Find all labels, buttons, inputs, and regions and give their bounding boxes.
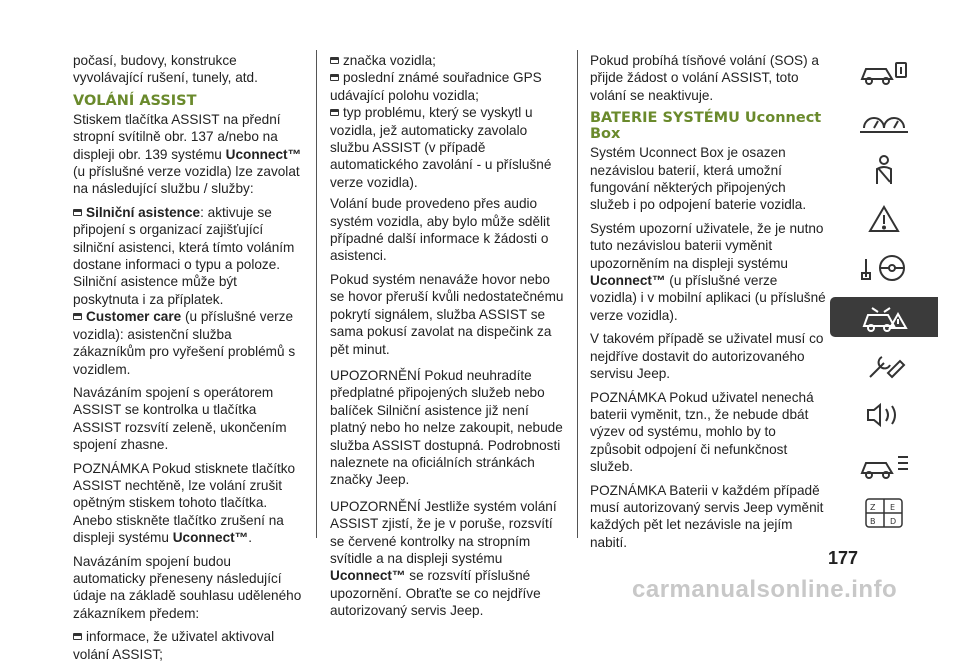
paragraph: Volání bude provedeno přes audio systém vozidla, aby bylo může sdělit případné další informace k žádosti o asistenci.: [330, 196, 550, 264]
paragraph: Stiskem tlačítka ASSIST na přední stropní svítilně obr. 137 a/nebo na displeji obr. 139 systému Uconnect™ (u příslušné verze vozidla) lze zavolat na následující službu / služby:: [73, 111, 302, 197]
dashboard-gauge-icon[interactable]: [830, 101, 938, 141]
car-info-icon[interactable]: [830, 52, 938, 92]
bullet-item: Silniční asistence: aktivuje se připojení s organizací zajišťující silniční asistenci, která tímto voláním dostane informaci o typu a poloze. Silniční asistence může být poskytnuta i za příplatek. Customer care (u příslušné verze vozidla): asistenční služba zákazníkům pro vyřešení problémů s vozidlem.: [73, 204, 296, 377]
svg-text:D: D: [890, 517, 897, 526]
bullet-icon: [73, 633, 82, 640]
warning-triangle-icon[interactable]: [830, 199, 938, 239]
paragraph: Navázáním spojení budou automaticky přeneseny následující údaje na základě souhlasu uděleného zákazníkem předem:: [73, 553, 302, 621]
warning-paragraph: UPOZORNĚNÍ Pokud neuhradíte předplatné připojených služeb nebo balíček Silniční asistence již není platný nebo ho nelze zakoupit, nebude služba ASSIST dostupná. Podrobnosti naleznete na oficiálních stránkách značky Jeep.: [330, 367, 563, 488]
steering-wheel-icon[interactable]: [830, 248, 938, 288]
paragraph: Pokud systém nenaváže hovor nebo se hovor přeruší kvůli nedostatečnému pokrytí signálem, služba ASSIST se sama pokusí zavolat na dispečink za pět minut.: [330, 271, 564, 357]
column-divider: [316, 50, 317, 538]
technical-data-icon[interactable]: [830, 444, 938, 484]
bullet-icon: [73, 209, 82, 216]
bullet-item: informace, že uživatel aktivoval volání ASSIST;: [73, 629, 275, 662]
bullet-icon: [330, 74, 339, 81]
warning-paragraph: UPOZORNĚNÍ Jestliže systém volání ASSIST zjistí, že je v poruše, rozsvítí se červené kontrolky na stropním svítidle a na displeji systému Uconnect™ se rozsvítí příslušné upozornění. Obraťte se co nejdříve autorizovaný servis Jeep.: [330, 498, 557, 619]
column-divider: [577, 50, 578, 538]
tools-icon[interactable]: [830, 346, 938, 386]
paragraph: počasí, budovy, konstrukce vyvolávající rušení, tunely, atd.: [73, 53, 258, 86]
svg-text:Z: Z: [870, 503, 876, 512]
svg-text:E: E: [890, 503, 896, 512]
note-paragraph: POZNÁMKA Baterii v každém případě musí autorizovaný servis Jeep vyměnit každých pět let nezávisle na jejím nabití.: [590, 482, 824, 550]
section-heading-assist-call: VOLÁNÍ ASSIST: [73, 92, 197, 109]
paragraph: Navázáním spojení s operátorem ASSIST se kontrolka u tlačítka ASSIST rozsvítí zeleně, ukončením spojení zhasne.: [73, 384, 287, 453]
multimedia-icon[interactable]: [830, 395, 938, 435]
index-letters-icon[interactable]: [830, 493, 938, 533]
car-emergency-icon[interactable]: [830, 297, 938, 337]
bullet-icon: [330, 57, 339, 64]
note-paragraph: POZNÁMKA Pokud stisknete tlačítko ASSIST nechtěně, lze volání zrušit opětným stiskem tohoto tlačítka. Anebo stiskněte tlačítko zrušení na displeji systému Uconnect™.: [73, 460, 296, 546]
section-heading-battery: BATERIE SYSTÉMU Uconnect Box: [590, 110, 822, 143]
svg-text:B: B: [870, 517, 876, 526]
bullet-icon: [330, 109, 339, 116]
bullet-list: značka vozidla; poslední známé souřadnice GPS udávající polohu vozidla; typ problému, který se vyskytl u vozidla, jež automaticky zavolalo službu ASSIST (v případě automatického zavolání - u příslušné verze vozidla).: [330, 53, 552, 190]
paragraph: Systém upozorní uživatele, že je nutno tuto nezávislou baterii vyměnit upozorněním na displeji systému Uconnect™ (u příslušné verze vozidla) i v mobilní aplikaci (u příslušné verze vozidla).: [590, 220, 826, 323]
page-number: 177: [828, 548, 859, 568]
seat-belt-icon[interactable]: [830, 150, 938, 190]
bullet-icon: [73, 313, 82, 320]
column-right: [590, 52, 826, 557]
watermark: carmanualsonline.info: [632, 576, 898, 603]
column-left: [73, 52, 305, 669]
paragraph: Pokud probíhá tísňové volání (SOS) a přijde žádost o volání ASSIST, toto volání se neaktivuje.: [590, 53, 819, 103]
paragraph: V takovém případě se uživatel musí co nejdříve dostavit do autorizovaného servisu Jeep.: [590, 331, 824, 382]
paragraph: Systém Uconnect Box je osazen nezávislou baterií, která umožní fungování některých připojených služeb i po odpojení baterie vozidla.: [590, 145, 807, 213]
column-middle: [330, 52, 568, 626]
note-paragraph: POZNÁMKA Pokud uživatel nenechá baterii vyměnit, tzn., že nebude dbát výzev od systému, mohlo by to způsobit odpojení či nefunkčnost služeb.: [590, 389, 814, 475]
chapter-sidebar: [830, 52, 938, 542]
